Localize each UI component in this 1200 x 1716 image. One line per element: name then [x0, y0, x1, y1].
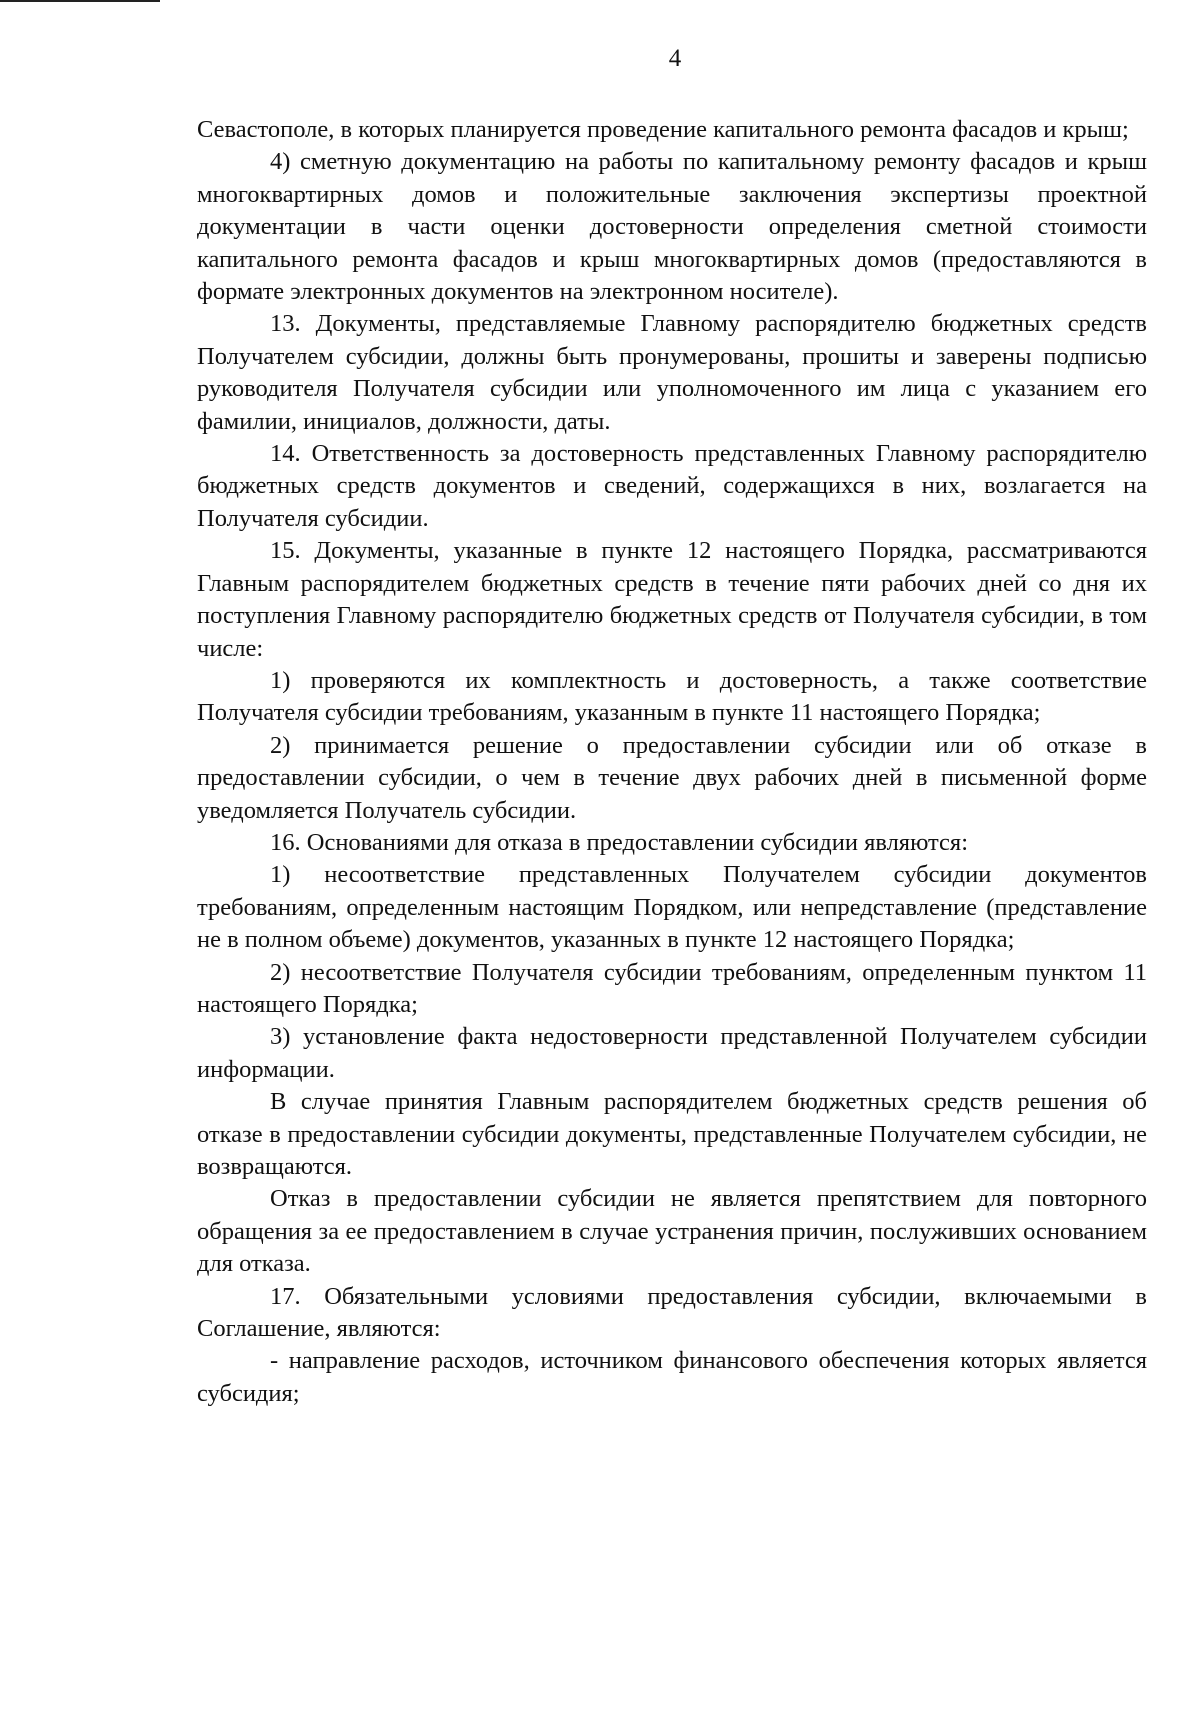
paragraph-clause-16: 16. Основаниями для отказа в предоставлении субсидии являются: — [270, 828, 969, 856]
paragraph-refusal-reapply: Отказ в предоставлении субсидии не является препятствием для повторного обращения за ее предоставлением в случае устранения причин, послуживших основанием для отказа. — [197, 1185, 1147, 1278]
paragraph-clause-15-item-1: 1) проверяются их комплектность и достоверность, а также соответствие Получателя субсидии требованиям, указанным в пункте 11 настоящего Порядка; — [197, 666, 1147, 727]
paragraph-clause-16-item-2: 2) несоответствие Получателя субсидии требованиям, определенным пунктом 11 настоящего Порядка; — [197, 958, 1147, 1018]
paragraph-clause-13: 13. Документы, представляемые Главному распорядителю бюджетных средств Получателем субсидии, должны быть пронумерованы, прошиты и заверены подписью руководителя Получателя субсидии или уполномоченного им лица с указанием его фамилии, инициалов, должности, даты. — [197, 310, 1147, 435]
paragraph-clause-17-item-1: - направление расходов, источником финансового обеспечения которых является субсидия; — [197, 1347, 1147, 1407]
paragraph-clause-16-item-3: 3) установление факта недостоверности представленной Получателем субсидии информации. — [197, 1023, 1147, 1083]
paragraph-clause-14: 14. Ответственность за достоверность представленных Главному распорядителю бюджетных средств документов и сведений, содержащихся в них, возлагается на Получателя субсидии. — [197, 440, 1147, 532]
paragraph-continuation: Севастополе, в которых планируется проведение капитального ремонта фасадов и крыш; — [197, 116, 1129, 143]
document-body — [197, 114, 1147, 1410]
page-number: 4 — [668, 45, 682, 72]
paragraph-refusal-documents: В случае принятия Главным распорядителем бюджетных средств решения об отказе в предоставлении субсидии документы, представленные Получателем субсидии, не возвращаются. — [197, 1088, 1147, 1180]
paragraph-clause-15: 15. Документы, указанные в пункте 12 настоящего Порядка, рассматриваются Главным распорядителем бюджетных средств в течение пяти рабочих дней со дня их поступления Главному распорядителю бюджетных средств от Получателя субсидии, в том числе: — [197, 537, 1147, 662]
paragraph-clause-16-item-1: 1) несоответствие представленных Получателем субсидии документов требованиям, определенным настоящим Порядком, или непредставление (представление не в полном объеме) документов, указанных в пункте 12 настоящего Порядка; — [197, 861, 1147, 954]
paragraph-clause-17: 17. Обязательными условиями предоставления субсидии, включаемыми в Соглашение, являются: — [197, 1282, 1147, 1343]
paragraph-clause-15-item-2: 2) принимается решение о предоставлении субсидии или об отказе в предоставлении субсидии, о чем в течение двух рабочих дней в письменной форме уведомляется Получатель субсидии. — [197, 731, 1147, 824]
scan-edge-mark — [0, 0, 160, 2]
paragraph-item-4: 4) сметную документацию на работы по капитальному ремонту фасадов и крыш многоквартирных домов и положительные заключения экспертизы проектной документации в части оценки достоверности определения сметной стоимости капитального ремонта фасадов и крыш многоквартирных домов (предоставляются в формате электронных документов на электронном носителе). — [197, 148, 1147, 306]
